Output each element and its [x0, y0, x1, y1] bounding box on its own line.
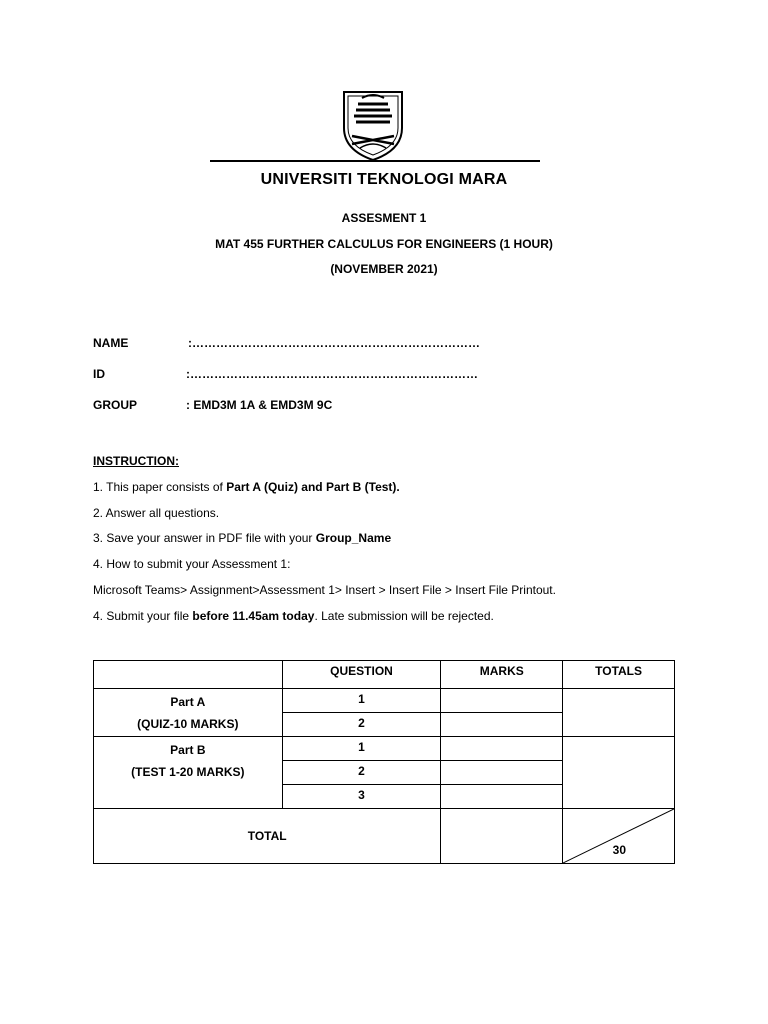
- part-b-q2-marks-cell[interactable]: [441, 761, 563, 785]
- part-a-question-2: 2: [282, 713, 441, 737]
- part-a-label: Part A: [170, 695, 206, 709]
- part-b-question-3: 3: [282, 785, 441, 809]
- part-b-marks-note: (TEST 1-20 MARKS): [131, 765, 245, 779]
- instruction-item-1: 1. This paper consists of Part A (Quiz) and Part B (Test).: [93, 480, 400, 494]
- instruction-heading: INSTRUCTION:: [93, 454, 179, 468]
- part-b-question-2: 2: [282, 761, 441, 785]
- table-row: [94, 689, 675, 713]
- part-a-cell: [94, 689, 283, 737]
- header-cell-blank: [94, 661, 283, 689]
- instruction-item-2: 2. Answer all questions.: [93, 506, 220, 520]
- total-label: TOTAL: [94, 809, 441, 864]
- table-header-row: [94, 661, 675, 689]
- name-label: NAME: [93, 336, 129, 350]
- part-b-q1-marks-cell[interactable]: [441, 737, 563, 761]
- uitm-crest-icon: [338, 88, 408, 162]
- part-b-q3-marks-cell[interactable]: [441, 785, 563, 809]
- part-b-question-1: 1: [282, 737, 441, 761]
- total-max-cell: [563, 809, 675, 864]
- part-a-q1-marks-cell[interactable]: [441, 689, 563, 713]
- part-b-totals-cell[interactable]: [563, 737, 675, 809]
- part-a-marks-note: (QUIZ-10 MARKS): [137, 717, 239, 731]
- id-field: :………………………………………………………………: [186, 367, 478, 381]
- instruction-item-4: 4. How to submit your Assessment 1:: [93, 557, 291, 571]
- header-rule: [210, 160, 540, 162]
- course-title: MAT 455 FURTHER CALCULUS FOR ENGINEERS (1 HOUR): [215, 237, 553, 251]
- part-a-question-1: 1: [282, 689, 441, 713]
- part-a-q2-marks-cell[interactable]: [441, 713, 563, 737]
- table-row: [94, 737, 675, 761]
- instruction-item-3: 3. Save your answer in PDF file with your Group_Name: [93, 531, 392, 545]
- assessment-title: ASSESMENT 1: [341, 211, 427, 225]
- total-marks-cell[interactable]: [441, 809, 563, 864]
- header-question: QUESTION: [282, 661, 441, 689]
- header-marks: MARKS: [441, 661, 563, 689]
- university-name: UNIVERSITI TEKNOLOGI MARA: [260, 171, 508, 188]
- name-field: :………………………………………………………………: [188, 336, 480, 350]
- part-b-cell: [94, 737, 283, 809]
- exam-date: (NOVEMBER 2021): [330, 262, 438, 276]
- instruction-item-5: 4. Submit your file before 11.45am today. Late submission will be rejected.: [93, 609, 494, 623]
- group-value: : EMD3M 1A & EMD3M 9C: [186, 398, 333, 412]
- total-max-value: 30: [612, 843, 626, 857]
- group-label: GROUP: [93, 398, 138, 412]
- header-totals: TOTALS: [563, 661, 675, 689]
- submission-path: Microsoft Teams> Assignment>Assessment 1> Insert > Insert File > Insert File Printout.: [93, 583, 556, 597]
- marks-table: [93, 660, 675, 864]
- total-row: [94, 809, 675, 864]
- id-label: ID: [93, 367, 105, 381]
- part-a-totals-cell[interactable]: [563, 689, 675, 737]
- part-b-label: Part B: [170, 743, 206, 757]
